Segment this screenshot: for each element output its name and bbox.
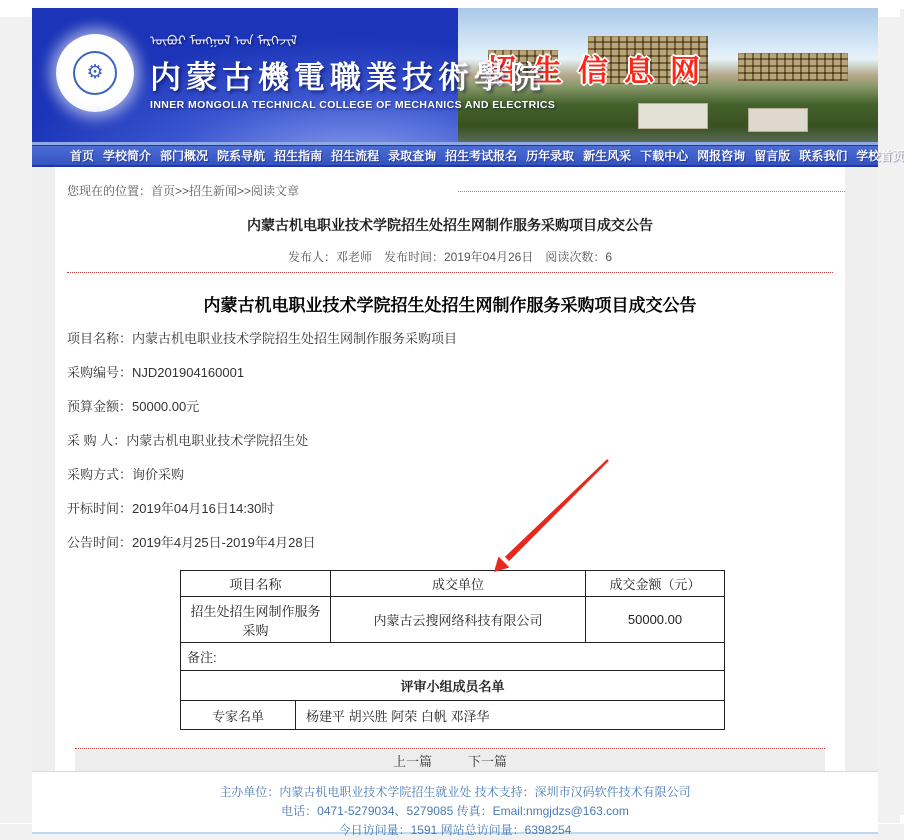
field-value: 询价采购 (132, 467, 185, 482)
field-label: 采 购 人： (67, 433, 127, 448)
announcement-fields (67, 332, 833, 550)
footer-contact: 电话：0471-5279034、5279085 传真：Email:nmgjdzs@163.com (281, 804, 629, 818)
nav-item-school-homepage[interactable]: 学校首页 (856, 149, 904, 163)
expert-names: 杨建平 胡兴胜 阿荣 白帆 邓泽华 (306, 708, 490, 724)
table-header-row (181, 571, 724, 597)
field-value: 内蒙古机电职业技术学院招生处招生网制作服务采购项目 (132, 331, 458, 346)
building-shape (738, 53, 848, 81)
content-panel (55, 167, 845, 771)
field-value: 2019年4月25日-2019年4月28日 (132, 535, 316, 550)
mongolian-script-text: ᠦᠪᠦᠷ ᠮᠣᠩᠭᠣᠯ ᠤᠨ ᠮᠡᠷᠭᠡᠵᠢᠯ (150, 33, 298, 48)
banner-names (150, 26, 555, 111)
cell-winner: 内蒙古云搜网络科技有限公司 (331, 597, 586, 642)
breadcrumb: 您现在的位置：首页>>招生新闻>>阅读文章 (67, 184, 300, 198)
field-value: 50000.00元 (132, 399, 200, 414)
field-label: 开标时间： (67, 501, 133, 516)
field-label: 采购编号： (67, 365, 133, 380)
col-header-winner: 成交单位 (331, 571, 586, 596)
field-procurement-no (67, 366, 833, 380)
nav-item-school-intro[interactable]: 学校简介 (103, 149, 152, 163)
table-note-row (181, 643, 724, 671)
nav-item-download-center[interactable]: 下载中心 (640, 149, 689, 163)
nav-item-home[interactable]: 首页 (70, 149, 95, 163)
expert-label: 专家名单 (181, 701, 296, 729)
cell-project: 招生处招生网制作服务采购 (181, 597, 331, 642)
table-panel-title-row (181, 671, 724, 701)
nav-item-new-students[interactable]: 新生风采 (583, 149, 632, 163)
field-label: 公告时间： (67, 535, 133, 550)
field-budget (67, 400, 833, 414)
content-outer (32, 167, 878, 771)
field-value: 内蒙古机电职业技术学院招生处 (126, 433, 309, 448)
college-name-cn: 内蒙古機電職業技術學院 (150, 60, 546, 95)
field-label: 采购方式： (67, 467, 133, 482)
site-footer (32, 771, 878, 837)
field-value: 2019年04月16日14:30时 (132, 501, 275, 516)
site-title: 招生信息网 (486, 55, 716, 88)
nav-item-contact-us[interactable]: 联系我们 (799, 149, 848, 163)
field-purchaser (67, 434, 833, 448)
footer-organizer: 主办单位：内蒙古机电职业技术学院招生就业处 技术支持：深圳市汉码软件技术有限公司 (219, 785, 691, 799)
field-label: 项目名称： (67, 331, 133, 346)
footer-visit-stats: 今日访问量：1591 网站总访问量：6398254 (338, 823, 572, 837)
nav-item-admission-query[interactable]: 录取查询 (388, 149, 437, 163)
building-shape (748, 108, 808, 132)
field-value: NJD201904160001 (132, 365, 245, 380)
building-shape (638, 103, 708, 129)
page (32, 8, 904, 837)
nav-item-online-consult[interactable]: 网报咨询 (697, 149, 746, 163)
prev-article-link[interactable]: 上一篇 (392, 754, 432, 769)
field-project-name (67, 332, 833, 346)
result-table (180, 570, 725, 730)
next-article-link[interactable]: 下一篇 (468, 754, 508, 769)
announcement-heading: 内蒙古机电职业技术学院招生处招生网制作服务采购项目成交公告 (203, 296, 697, 315)
nav-item-exam-signup[interactable]: 招生考试报名 (445, 149, 518, 163)
article-title: 内蒙古机电职业技术学院招生处招生网制作服务采购项目成交公告 (247, 217, 653, 233)
field-method (67, 468, 833, 482)
note-label: 备注: (187, 650, 217, 665)
nav-item-past-admissions[interactable]: 历年录取 (526, 149, 575, 163)
nav-item-admission-guide[interactable]: 招生指南 (274, 149, 323, 163)
breadcrumb-divider (458, 191, 845, 192)
field-label: 预算金额： (67, 399, 133, 414)
pager-divider (75, 748, 825, 749)
college-logo (56, 34, 134, 112)
col-header-amount: 成交金额（元） (609, 577, 701, 592)
site-banner (32, 8, 878, 145)
college-name-en: INNER MONGOLIA TECHNICAL COLLEGE OF MECHANICS AND ELECTRICS (150, 99, 556, 111)
col-header-project: 项目名称 (181, 571, 331, 596)
nav-item-message-board[interactable]: 留言版 (754, 149, 791, 163)
pager-bar (75, 750, 825, 771)
article-meta: 发布人：邓老师 发布时间：2019年04月26日 阅读次数：6 (67, 248, 833, 273)
field-bid-opening-time (67, 502, 833, 516)
table-expert-row (181, 701, 724, 729)
cell-amount: 50000.00 (627, 612, 683, 627)
nav-item-dept-overview[interactable]: 部门概况 (160, 149, 209, 163)
table-row (181, 597, 724, 643)
nav-item-admission-process[interactable]: 招生流程 (331, 149, 380, 163)
review-panel-title: 评审小组成员名单 (400, 679, 505, 694)
main-navbar (32, 145, 904, 167)
field-announce-time (67, 536, 833, 550)
college-logo-emblem: ⚙ (73, 51, 117, 95)
nav-item-faculty-guide[interactable]: 院系导航 (217, 149, 266, 163)
